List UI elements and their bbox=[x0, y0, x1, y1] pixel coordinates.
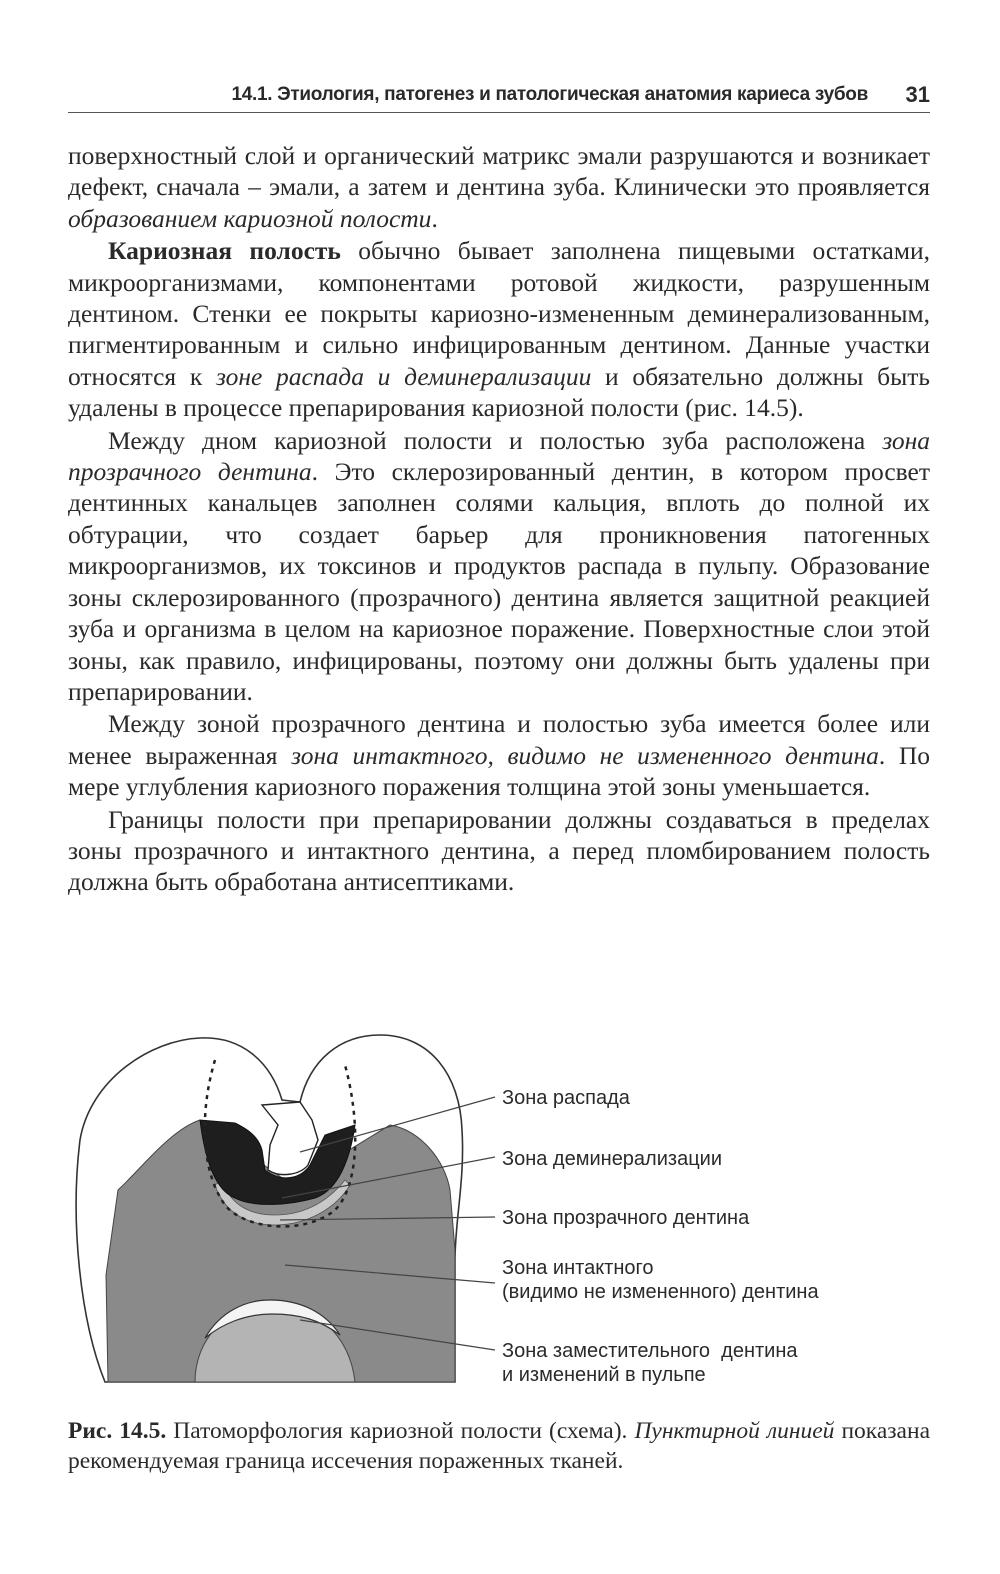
italic-term: образованием кариозной полости bbox=[68, 203, 432, 233]
figure-number: Рис. 14.5. bbox=[68, 1418, 167, 1444]
paragraph-text: . bbox=[431, 203, 438, 233]
caption-italic: Пунктирной линией bbox=[634, 1418, 835, 1444]
label-demineralization-zone bbox=[502, 1147, 722, 1171]
paragraph-text: обычно бывает заполнена пищевыми остатками, микроорганизмами, компонентами ротовой жидкости, разрушенным дентином. Стенки ее покрыты кариозно-измененным деминерализованным, пигментированным и сильно инфицированным дентином. Данные участки относятся к bbox=[68, 236, 930, 391]
paragraph-text: и обязательно должны быть удалены в процессе препарирования кариозной полости (рис. 14.5). bbox=[68, 361, 930, 423]
label-decay-zone bbox=[502, 1086, 630, 1110]
paragraph-1 bbox=[68, 140, 930, 234]
caption-text: показана рекомендуемая граница иссечения пораженных тканей. bbox=[68, 1418, 930, 1474]
label-intact-dentin bbox=[502, 1256, 819, 1304]
figure-caption bbox=[68, 1416, 930, 1476]
paragraph-4 bbox=[68, 708, 930, 802]
label-reparative-dentin bbox=[502, 1339, 798, 1387]
label-text: Зона распада bbox=[502, 1087, 630, 1109]
paragraph-text: поверхностный слой и органический матрикс эмали разрушаются и возникает дефект, сначала – эмали, а затем и дентина зуба. Клинически это проявляется bbox=[68, 141, 930, 202]
running-title: 14.1. Этиология, патогенез и патологическая анатомия кариеса зубов bbox=[231, 84, 868, 105]
paragraph-text: . По мере углубления кариозного поражения толщина этой зоны уменьшается. bbox=[68, 740, 931, 802]
paragraph-text: Между зоной прозрачного дентина и полостью зуба имеется более или менее выраженная bbox=[68, 709, 930, 770]
paragraph-2 bbox=[68, 235, 930, 423]
paragraph-5 bbox=[68, 804, 930, 898]
body-text bbox=[68, 140, 930, 899]
label-text: Зона заместительного дентина bbox=[502, 1340, 798, 1362]
label-text: Зона прозрачного дентина bbox=[502, 1207, 750, 1229]
paragraph-3 bbox=[68, 425, 930, 708]
paragraph-text: Границы полости при препарировании должны создаваться в пределах зоны прозрачного и интактного дентина, а перед пломбированием полость должна быть обработана антисептиками. bbox=[68, 804, 930, 897]
label-text: (видимо не измененного) дентина bbox=[502, 1281, 819, 1303]
tooth-diagram bbox=[0, 1020, 1000, 1400]
bold-term: Кариозная полость bbox=[108, 236, 341, 266]
italic-term: зоне распада и деминерализации bbox=[215, 361, 592, 391]
page-number: 31 bbox=[905, 82, 930, 107]
caption-text: Патоморфология кариозной полости (схема). bbox=[166, 1418, 635, 1444]
running-header bbox=[68, 82, 930, 113]
figure-14-5 bbox=[0, 1020, 1000, 1400]
label-text: Зона интактного bbox=[502, 1257, 654, 1279]
italic-term: зона прозрачного дентина bbox=[68, 425, 930, 487]
label-text: Зона деминерализации bbox=[502, 1148, 722, 1170]
paragraph-text: Между дном кариозной полости и полостью зуба расположена bbox=[108, 425, 883, 455]
paragraph-text: . Это склерозированный дентин, в котором просвет дентинных канальцев заполнен солями кальция, вплоть до полной их обтурации, что создает барьер для проникновения патогенных микроорганизмов, их токсинов и продуктов распада в пульпу. Образование зоны склерозированного (прозрачного) дентина является защитной реакцией зуба и организма в целом на кариозное поражение. Поверхностные слои этой зоны, как правило, инфицированы, поэтому они должны быть удалены при препарировании. bbox=[68, 457, 930, 706]
label-text: и изменений в пульпе bbox=[502, 1364, 706, 1386]
italic-term: зона интактного, видимо не измененного дентина bbox=[291, 740, 879, 770]
label-transparent-dentin bbox=[502, 1206, 749, 1230]
